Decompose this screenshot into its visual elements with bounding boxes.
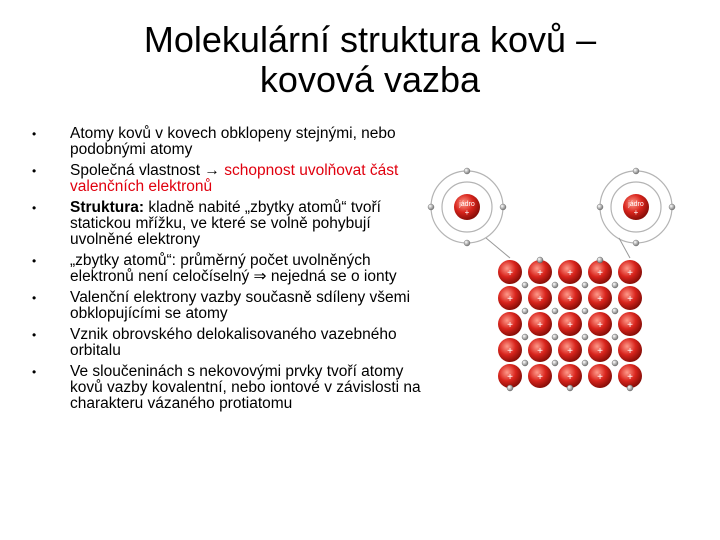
free-electron (552, 360, 558, 366)
ion-sign: + (567, 294, 573, 305)
bullet-dot-icon: • (32, 254, 37, 268)
metal-ion (528, 286, 552, 310)
ion-sign: + (567, 346, 573, 357)
release-arrows (486, 238, 630, 258)
free-atom (597, 168, 675, 246)
free-electron (522, 360, 528, 366)
metal-ion (588, 364, 612, 388)
bullet-item (30, 200, 430, 248)
ion-sign: + (627, 346, 633, 357)
bullet-dot-icon: • (32, 365, 37, 379)
ion-sign: + (627, 372, 633, 383)
ion-sign: + (627, 320, 633, 331)
metal-ion (498, 312, 522, 336)
metallic-bond-diagram (424, 160, 680, 400)
metal-ion (558, 338, 582, 362)
ion-sign: + (507, 372, 513, 383)
free-electron (582, 308, 588, 314)
metal-ion (618, 338, 642, 362)
orbit-electron (500, 204, 506, 210)
metal-ion (528, 364, 552, 388)
metal-ion (618, 312, 642, 336)
metal-ion (498, 364, 522, 388)
free-electron (597, 257, 603, 263)
free-electron (507, 385, 513, 391)
bullet-item (30, 126, 430, 158)
ion-sign: + (597, 346, 603, 357)
metal-ion (498, 338, 522, 362)
metal-ion (528, 338, 552, 362)
bullet-text: Atomy kovů v kovech obklopeny stejnými, nebo podobnými atomy (70, 125, 396, 158)
bullet-item (30, 290, 430, 322)
metal-ion (558, 286, 582, 310)
metal-ion (558, 364, 582, 388)
free-electron (552, 334, 558, 340)
bullet-text: Ve sloučeninách s nekovovými prvky tvoří atomy kovů vazby kovalentní, nebo iontové v závislosti na charakteru vázaného protiatomu (70, 363, 421, 412)
ion-sign: + (567, 372, 573, 383)
orbit-electron (597, 204, 603, 210)
bullet-item (30, 364, 430, 412)
nucleus-label: jádro (628, 201, 644, 208)
ion-sign: + (627, 268, 633, 279)
metal-ion (618, 364, 642, 388)
free-electron (522, 282, 528, 288)
title-line-1: Molekulární struktura kovů – (143, 19, 597, 60)
free-electron (582, 334, 588, 340)
free-atom (428, 168, 506, 246)
bullet-dot-icon: • (32, 164, 37, 178)
metal-ion (558, 312, 582, 336)
free-electron (552, 282, 558, 288)
ion-sign: + (597, 294, 603, 305)
ion-sign: + (537, 372, 543, 383)
free-electron (567, 385, 573, 391)
orbit-electron (669, 204, 675, 210)
metal-ion (588, 312, 612, 336)
orbit-electron (633, 240, 639, 246)
nucleus-label: jádro (459, 201, 475, 208)
ion-sign: + (537, 294, 543, 305)
free-electron (522, 308, 528, 314)
metal-ion (498, 260, 522, 284)
ion-sign: + (537, 268, 543, 279)
metal-ion (618, 260, 642, 284)
title-line-2: kovová vazba (259, 59, 481, 100)
free-electron (582, 282, 588, 288)
free-electron (522, 334, 528, 340)
bullet-highlight-text: schopnost uvolňovat část valenčních elektronů (70, 162, 399, 195)
ion-sign: + (537, 346, 543, 357)
bullet-list (30, 126, 430, 417)
bullet-bold-text: Struktura: (70, 199, 145, 216)
free-electron (612, 334, 618, 340)
orbit-electron (464, 240, 470, 246)
ion-sign: + (507, 320, 513, 331)
bullet-item (30, 253, 430, 285)
free-electron (627, 385, 633, 391)
bullet-dot-icon: • (32, 328, 37, 342)
ion-sign: + (507, 294, 513, 305)
free-electron (612, 308, 618, 314)
bullet-dot-icon: • (32, 291, 37, 305)
free-electron (612, 282, 618, 288)
bullet-text: kladně nabité „zbytky atomů“ tvoří statickou mřížku, ve které se volně pohybují uvolněné elektrony (70, 199, 381, 248)
ion-sign: + (597, 320, 603, 331)
bullet-item (30, 163, 430, 195)
metal-ion (528, 260, 552, 284)
bullet-dot-icon: • (32, 127, 37, 141)
nucleus-sign: + (633, 208, 639, 217)
ion-sign: + (537, 320, 543, 331)
metal-ion (558, 260, 582, 284)
slide-title (70, 20, 670, 100)
nucleus-sign: + (464, 208, 470, 217)
ion-lattice (498, 260, 642, 388)
bullet-text: Společná vlastnost → (70, 162, 225, 179)
metal-ion (528, 312, 552, 336)
ion-sign: + (567, 320, 573, 331)
orbit-electron (464, 168, 470, 174)
metal-ion (588, 260, 612, 284)
metal-ion (588, 286, 612, 310)
bullet-item (30, 327, 430, 359)
ion-sign: + (507, 268, 513, 279)
ion-sign: + (567, 268, 573, 279)
orbit-electron (428, 204, 434, 210)
arrow-left (486, 238, 510, 258)
free-atoms (428, 168, 675, 246)
orbit-electron (633, 168, 639, 174)
metal-ion (588, 338, 612, 362)
ion-sign: + (627, 294, 633, 305)
bullet-text: Valenční elektrony vazby současně sdíleny všemi obklopujícími se atomy (70, 289, 411, 322)
bullet-text: Vznik obrovského delokalisovaného vazebného orbitalu (70, 326, 397, 359)
ion-sign: + (597, 372, 603, 383)
bullet-dot-icon: • (32, 201, 37, 215)
metal-ion (618, 286, 642, 310)
free-electron (552, 308, 558, 314)
free-electron (612, 360, 618, 366)
ion-sign: + (597, 268, 603, 279)
metal-ion (498, 286, 522, 310)
ion-sign: + (507, 346, 513, 357)
bullet-text: „zbytky atomů“: průměrný počet uvolněných elektronů není celočíselný ⇒ nejedná se o ionty (70, 252, 397, 285)
free-electron (537, 257, 543, 263)
free-electron (582, 360, 588, 366)
